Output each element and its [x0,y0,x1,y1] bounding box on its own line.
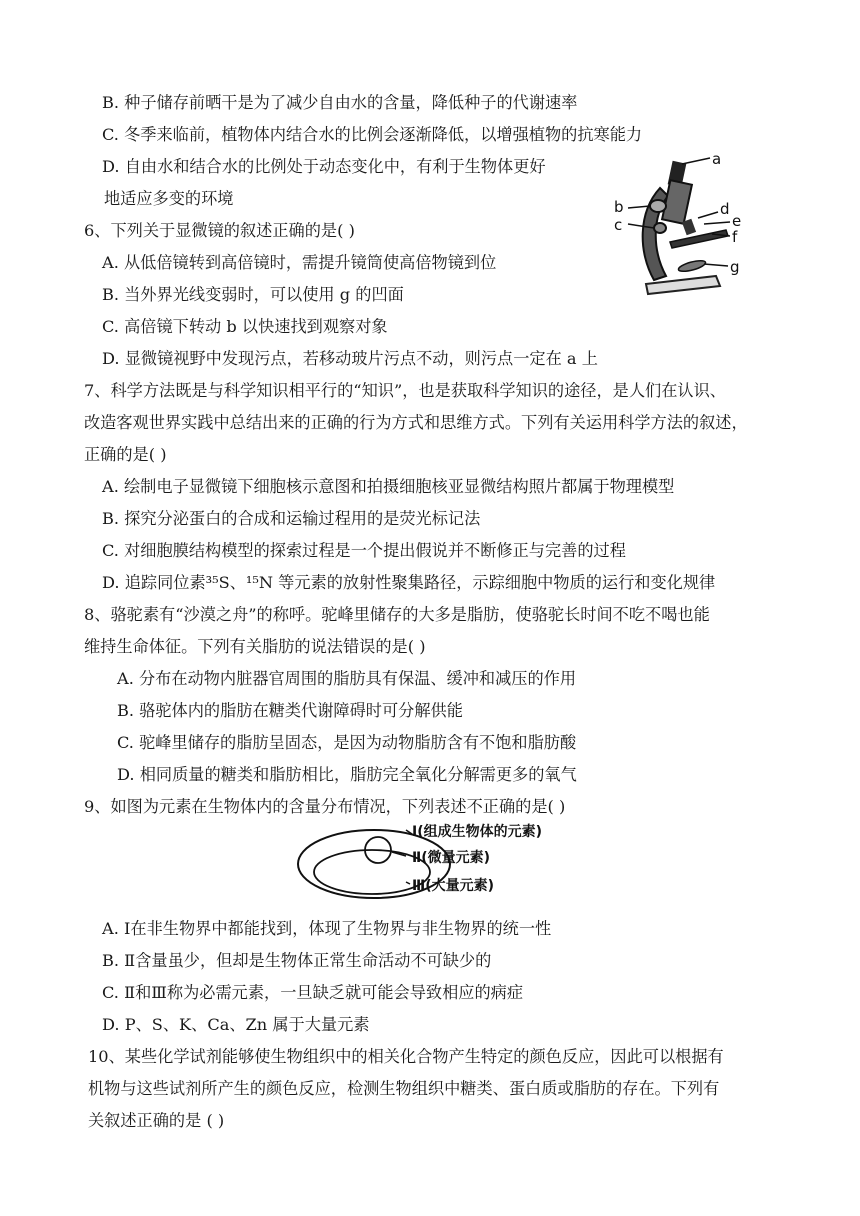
q9-option-d: D. P、S、K、Ca、Zn 属于大量元素 [102,1015,370,1034]
q8-option-c: C. 驼峰里储存的脂肪呈固态，是因为动物脂肪含有不饱和脂肪酸 [117,733,577,752]
q8-option-d: D. 相同质量的糖类和脂肪相比，脂肪完全氧化分解需更多的氧气 [117,765,577,784]
q5-option-b: B. 种子储存前晒干是为了减少自由水的含量，降低种子的代谢速率 [102,93,578,112]
q7-stem-line1: 7、科学方法既是与科学知识相平行的“知识”，也是获取科学知识的途径，是人们在认识、 [84,381,726,400]
q6-option-a: A. 从低倍镜转到高倍镜时，需提升镜筒使高倍物镜到位 [102,253,497,272]
q8-stem-line2: 维持生命体征。下列有关脂肪的说法错误的是( ) [84,637,426,656]
q10-stem-line3: 关叙述正确的是 ( ) [88,1111,225,1130]
microscope-coarse-knob [650,200,666,212]
microscope-fine-knob [654,223,666,233]
q9-stem: 9、如图为元素在生物体内的含量分布情况，下列表述不正确的是( ) [84,797,566,816]
q6-option-d: D. 显微镜视野中发现污点，若移动玻片污点不动，则污点一定在 a 上 [102,349,598,368]
microscope-label-f: f [732,228,738,246]
venn-label-2: Ⅱ(微量元素) [412,850,491,866]
q7-option-a: A. 绘制电子显微镜下细胞核示意图和拍摄细胞核亚显微结构照片都属于物理模型 [102,477,675,496]
venn-label-1: Ⅰ(组成生物体的元素) [412,824,542,840]
q5-option-d-line2: 地适应多变的环境 [104,189,234,208]
q8-option-b: B. 骆驼体内的脂肪在糖类代谢障碍时可分解供能 [117,701,463,720]
q7-option-c: C. 对细胞膜结构模型的探索过程是一个提出假说并不断修正与完善的过程 [102,541,626,560]
q10-stem-line1: 10、某些化学试剂能够使生物组织中的相关化合物产生特定的颜色反应，因此可以根据有 [88,1047,724,1066]
q6-stem: 6、下列关于显微镜的叙述正确的是( ) [84,221,355,240]
microscope-stage [670,230,728,248]
q5-option-d-line1: D. 自由水和结合水的比例处于动态变化中，有利于生物体更好 [102,157,546,176]
q8-option-a: A. 分布在动物内脏器官周围的脂肪具有保温、缓冲和减压的作用 [117,669,577,688]
microscope-label-e: e [732,212,742,230]
q9-option-c: C. Ⅱ和Ⅲ称为必需元素，一旦缺乏就可能会导致相应的病症 [102,983,524,1002]
q9-option-b: B. Ⅱ含量虽少，但却是生物体正常生命活动不可缺少的 [102,951,492,970]
q9-option-a: A. Ⅰ在非生物界中都能找到，体现了生物界与非生物界的统一性 [102,919,552,938]
q10-stem-line2: 机物与这些试剂所产生的颜色反应，检测生物组织中糖类、蛋白质或脂肪的存在。下列有 [88,1079,720,1098]
q5-option-c: C. 冬季来临前，植物体内结合水的比例会逐渐降低，以增强植物的抗寒能力 [102,125,643,144]
microscope-mirror [677,259,706,274]
venn-label-3: Ⅲ(大量元素) [412,878,495,894]
q8-stem-line1: 8、骆驼素有“沙漠之舟”的称呼。驼峰里储存的大多是脂肪，使骆驼长时间不吃不喝也能 [84,605,710,624]
q7-stem-line3: 正确的是( ) [84,445,167,464]
microscope-figure [608,152,758,300]
microscope-label-a: a [712,152,722,168]
microscope-label-b: b [614,198,624,216]
microscope-label-d: d [720,200,730,218]
q7-stem-line2: 改造客观世界实践中总结出来的正确的行为方式和思维方式。下列有关运用科学方法的叙述， [84,413,748,432]
microscope-label-c: c [614,216,623,234]
q7-option-d: D. 追踪同位素³⁵S、¹⁵N 等元素的放射性聚集路径，示踪细胞中物质的运行和变化规律 [102,573,716,592]
q6-option-b: B. 当外界光线变弱时，可以使用 g 的凹面 [102,285,404,304]
element-venn-figure [292,820,542,906]
q7-option-b: B. 探究分泌蛋白的合成和运输过程用的是荧光标记法 [102,509,481,528]
microscope-label-g: g [730,258,740,276]
q6-option-c: C. 高倍镜下转动 b 以快速找到观察对象 [102,317,388,336]
